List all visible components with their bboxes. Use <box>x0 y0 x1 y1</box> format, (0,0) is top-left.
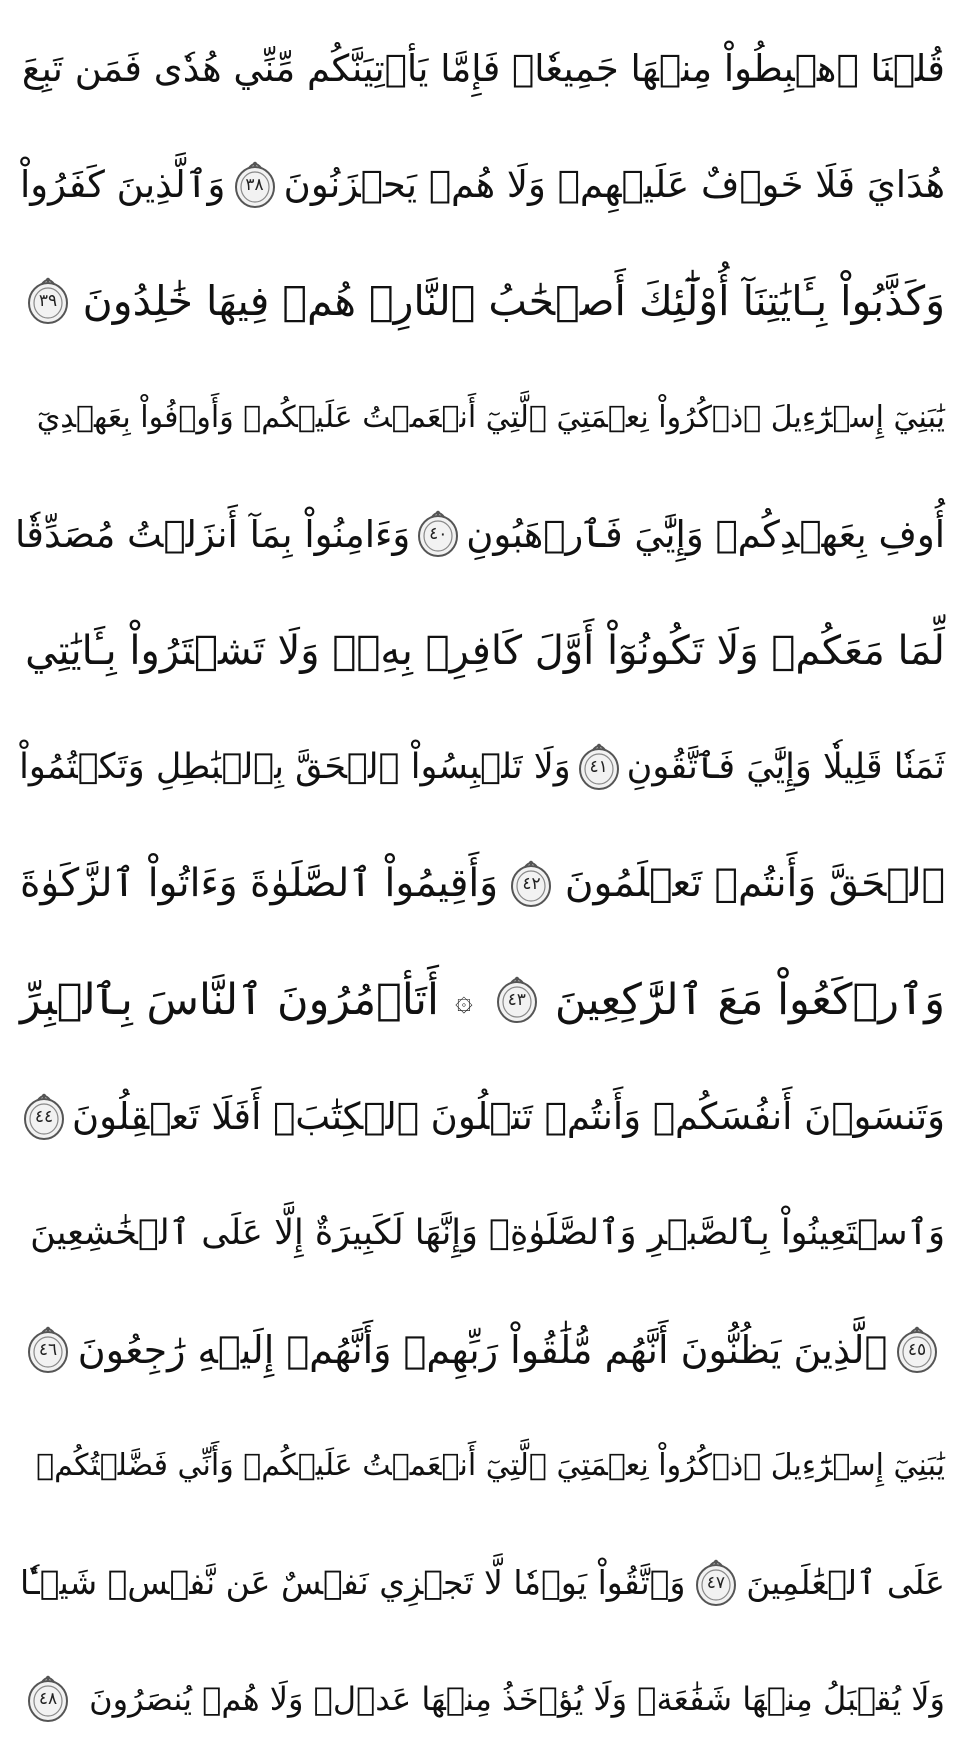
verse-line <box>20 1059 945 1175</box>
verse-line <box>20 360 945 476</box>
verse-text: وَءَامِنُواْ بِمَآ أَنزَلۡتُ مُصَدِّقٗا <box>14 512 411 556</box>
verse-text: وَكَذَّبُواْ بِـَٔايَٰتِنَآ أُوْلَٰٓئِكَ أَصۡحَٰبُ ٱلنَّارِۖ هُمۡ فِيهَا خَٰلِدُونَ <box>82 276 945 325</box>
verse-text: يَٰبَنِيٓ إِسۡرَٰٓءِيلَ ٱذۡكُرُواْ نِعۡمَتِيَ ٱلَّتِيٓ أَنۡعَمۡتُ عَلَيۡكُمۡ وَأَنِّي فَضَّلۡتُكُمۡ <box>36 1448 945 1483</box>
verse-line <box>20 942 945 1058</box>
verse-line <box>20 1408 945 1524</box>
verse-text: لِّمَا مَعَكُمۡ وَلَا تَكُونُوٓاْ أَوَّلَ كَافِرِۭ بِهِۦۖ وَلَا تَشۡتَرُواْ بِـَٔايَٰتِي <box>25 627 945 674</box>
verse-text: ثَمَنٗا قَلِيلٗا وَإِيَّٰيَ فَٱتَّقُونِ <box>626 746 945 787</box>
verse-line <box>20 1292 945 1408</box>
verse-line <box>20 593 945 709</box>
ayah-number: ٣٨ <box>245 174 264 195</box>
ayah-number: ٤٤ <box>34 1106 54 1127</box>
verse-line <box>20 1641 945 1757</box>
ayah-number: ٤١ <box>589 757 608 777</box>
verse-line <box>14 476 945 592</box>
verse-text: وَٱتَّقُواْ يَوۡمٗا لَّا تَجۡزِي نَفۡسٌ عَن نَّفۡسٖ شَيۡـٔٗا <box>20 1563 686 1602</box>
verse-text: وَتَنسَوۡنَ أَنفُسَكُمۡ وَأَنتُمۡ تَتۡلُونَ ٱلۡكِتَٰبَۚ أَفَلَا تَعۡقِلُونَ <box>71 1095 945 1138</box>
ayah-number: ٤٨ <box>38 1689 58 1709</box>
verse-text: وَلَا يُقۡبَلُ مِنۡهَا شَفَٰعَةٞ وَلَا يُؤۡخَذُ مِنۡهَا عَدۡلٞ وَلَا هُمۡ يُنصَرُونَ <box>89 1680 945 1718</box>
verse-text: وَٱرۡكَعُواْ مَعَ ٱلرَّٰكِعِينَ <box>554 974 945 1025</box>
verse-line <box>20 10 945 126</box>
ayah-number-marker <box>231 159 279 211</box>
verse-line <box>20 243 945 359</box>
ayah-number: ٤٥ <box>907 1339 927 1360</box>
ayah-number-marker <box>24 275 72 327</box>
verse-text: وَٱلَّذِينَ كَفَرُواْ <box>20 163 226 206</box>
ayah-number: ٣٩ <box>38 291 58 311</box>
verse-text: وَأَقِيمُواْ ٱلصَّلَوٰةَ وَءَاتُواْ ٱلزَّكَوٰةَ <box>20 861 499 906</box>
verse-line <box>20 1525 945 1641</box>
ayah-number-marker <box>507 858 555 910</box>
verse-line <box>20 1175 945 1291</box>
ayah-number-marker <box>24 1324 72 1376</box>
ayah-number-marker <box>893 1324 941 1376</box>
ayah-number-marker <box>493 974 541 1026</box>
verse-text: أَتَأۡمُرُونَ ٱلنَّاسَ بِٱلۡبِرِّ <box>20 974 439 1025</box>
verse-line <box>20 826 945 942</box>
ayah-number-marker <box>692 1557 740 1609</box>
ayah-number: ٤٠ <box>429 524 448 544</box>
verse-text: وَٱسۡتَعِينُواْ بِٱلصَّبۡرِ وَٱلصَّلَوٰةِۚ وَإِنَّهَا لَكَبِيرَةٌ إِلَّا عَلَى ٱلۡخَٰشِعِينَ <box>30 1212 945 1253</box>
ayah-number-marker <box>20 1091 68 1143</box>
verse-text: ٱلۡحَقَّ وَأَنتُمۡ تَعۡلَمُونَ <box>564 861 945 906</box>
verse-text: ٱلَّذِينَ يَظُنُّونَ أَنَّهُم مُّلَٰقُواْ رَبِّهِمۡ وَأَنَّهُمۡ إِلَيۡهِ رَٰجِعُونَ <box>77 1327 888 1372</box>
verse-text: وَلَا تَلۡبِسُواْ ٱلۡحَقَّ بِٱلۡبَٰطِلِ وَتَكۡتُمُواْ <box>19 746 571 787</box>
verse-line <box>20 127 945 243</box>
verse-text: يَٰبَنِيٓ إِسۡرَٰٓءِيلَ ٱذۡكُرُواْ نِعۡمَتِيَ ٱلَّتِيٓ أَنۡعَمۡتُ عَلَيۡكُمۡ وَأَوۡفُواْ بِعَهۡدِيٓ <box>36 399 945 435</box>
verse-line <box>20 709 945 825</box>
ayah-number-marker <box>575 741 623 793</box>
ayah-number: ٤٦ <box>38 1339 58 1360</box>
ayah-number: ٤٧ <box>706 1572 725 1593</box>
ayah-number: ٤٣ <box>507 990 526 1010</box>
ayah-number-marker <box>414 508 462 560</box>
hizb-star-icon: ۞ <box>455 982 473 1018</box>
verse-text: قُلۡنَا ٱهۡبِطُواْ مِنۡهَا جَمِيعٗاۖ فَإِمَّا يَأۡتِيَنَّكُم مِّنِّي هُدٗى فَمَن تَبِعَ <box>21 46 945 90</box>
verse-text: أُوفِ بِعَهۡدِكُمۡ وَإِيَّٰيَ فَٱرۡهَبُونِ <box>466 512 945 556</box>
ayah-number-marker <box>24 1673 72 1725</box>
verse-text: عَلَى ٱلۡعَٰلَمِينَ <box>746 1563 945 1602</box>
ayah-number: ٤٢ <box>522 873 541 894</box>
verse-text: هُدَايَ فَلَا خَوۡفٌ عَلَيۡهِمۡ وَلَا هُمۡ يَحۡزَنُونَ <box>283 163 945 206</box>
